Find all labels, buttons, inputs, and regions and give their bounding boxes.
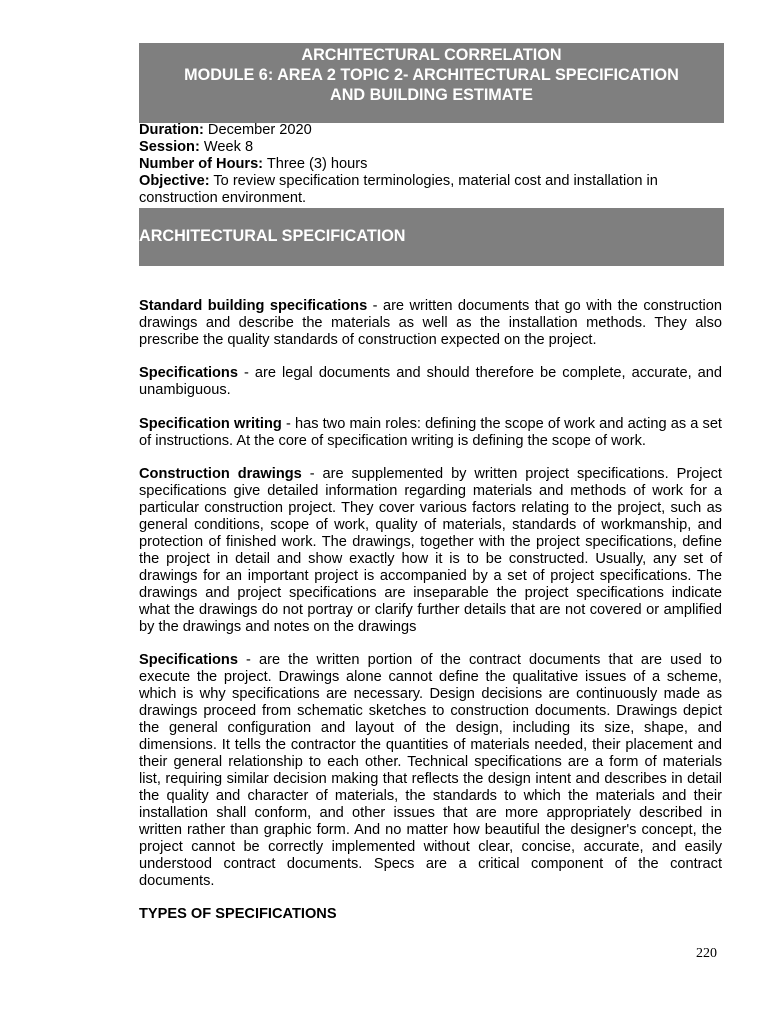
paragraph xyxy=(139,466,722,636)
paragraph xyxy=(139,652,722,889)
header-course-title: ARCHITECTURAL CORRELATION xyxy=(301,46,562,64)
paragraph xyxy=(139,298,722,349)
paragraph-text: - are legal documents and should therefore be complete, accurate, and unambiguous. xyxy=(139,365,722,399)
types-heading: TYPES OF SPECIFICATIONS xyxy=(139,906,337,923)
duration-row xyxy=(139,122,724,139)
session-row xyxy=(139,139,724,156)
section-title: ARCHITECTURAL SPECIFICATION xyxy=(139,227,406,245)
hours-value: Three (3) hours xyxy=(263,156,368,172)
hours-row xyxy=(139,156,724,173)
paragraph xyxy=(139,365,722,399)
paragraph-text: - are the written portion of the contract documents that are used to execute the project. Drawings alone cannot define the qualitative issues of a scheme, which is why specifications are necessary. Design decisions are continuously made as drawings proceed from schematic sketches to construction documents. Drawings depict the general configuration and layout of the design, including its size, shape, and dimensions. It tells the contractor the quantities of materials needed, their placement and their general relationship to each other. Technical specifications are a form of materials list, requiring similar decision making that reflects the design intent and describes in detail the quality and character of materials, the standards to which the materials and their installation shall conform, and other issues that are more appropriately described in written rather than graphic form. And no matter how beautiful the designer's concept, the project cannot be correctly implemented without clear, concise, accurate, and easily understood contract documents. Specs are a critical component of the contract documents. xyxy=(139,652,722,889)
paragraph-text: - are written documents that go with the construction drawings and describe the materials as well as the installation methods. They also prescribe the quality standards of construction expected on the project. xyxy=(139,298,723,348)
paragraph-term: Specification writing xyxy=(139,415,282,432)
paragraph-term: Construction drawings xyxy=(139,466,302,483)
page-number: 220 xyxy=(696,946,717,961)
session-value: Week 8 xyxy=(199,139,254,155)
duration-value: December 2020 xyxy=(203,122,312,138)
paragraph-term: Specifications xyxy=(139,652,238,669)
header-module-title: MODULE 6: AREA 2 TOPIC 2- ARCHITECTURAL SPECIFICATION xyxy=(184,66,679,84)
paragraph-text: - has two main roles: defining the scope of work and acting as a set of instructions. At the core of specification writing is defining the scope of work. xyxy=(139,415,722,449)
session-meta xyxy=(139,122,724,207)
duration-label: Duration: xyxy=(139,122,204,138)
objective-row xyxy=(139,173,724,207)
hours-label: Number of Hours: xyxy=(139,156,264,172)
body-content xyxy=(139,298,722,923)
header-module-title-continued: AND BUILDING ESTIMATE xyxy=(330,86,533,104)
paragraph-term: Standard building specifications xyxy=(139,298,368,314)
session-label: Session: xyxy=(139,139,200,155)
objective-value: To review specification terminologies, material cost and installation in construction environment. xyxy=(139,173,658,206)
objective-label: Objective: xyxy=(139,173,210,189)
paragraph xyxy=(139,416,722,450)
document-header xyxy=(139,43,724,123)
paragraph-term: Specifications xyxy=(139,365,238,382)
section-heading-bar xyxy=(139,208,724,266)
paragraph-text: - are supplemented by written project specifications. Project specifications give detailed information regarding materials and methods of work for a particular construction project. They cover various factors relating to the project, such as general conditions, scope of work, quality of materials, standards of workmanship, and protection of finished work. The drawings, together with the project specifications, define the project in detail and show exactly how it is to be constructed. Usually, any set of drawings for an important project is accompanied by a set of project specifications. The drawings and project specifications are inseparable the project specifications indicate what the drawings do not portray or clarify further details that are not covered or amplified by the drawings and notes on the drawings xyxy=(139,466,722,635)
